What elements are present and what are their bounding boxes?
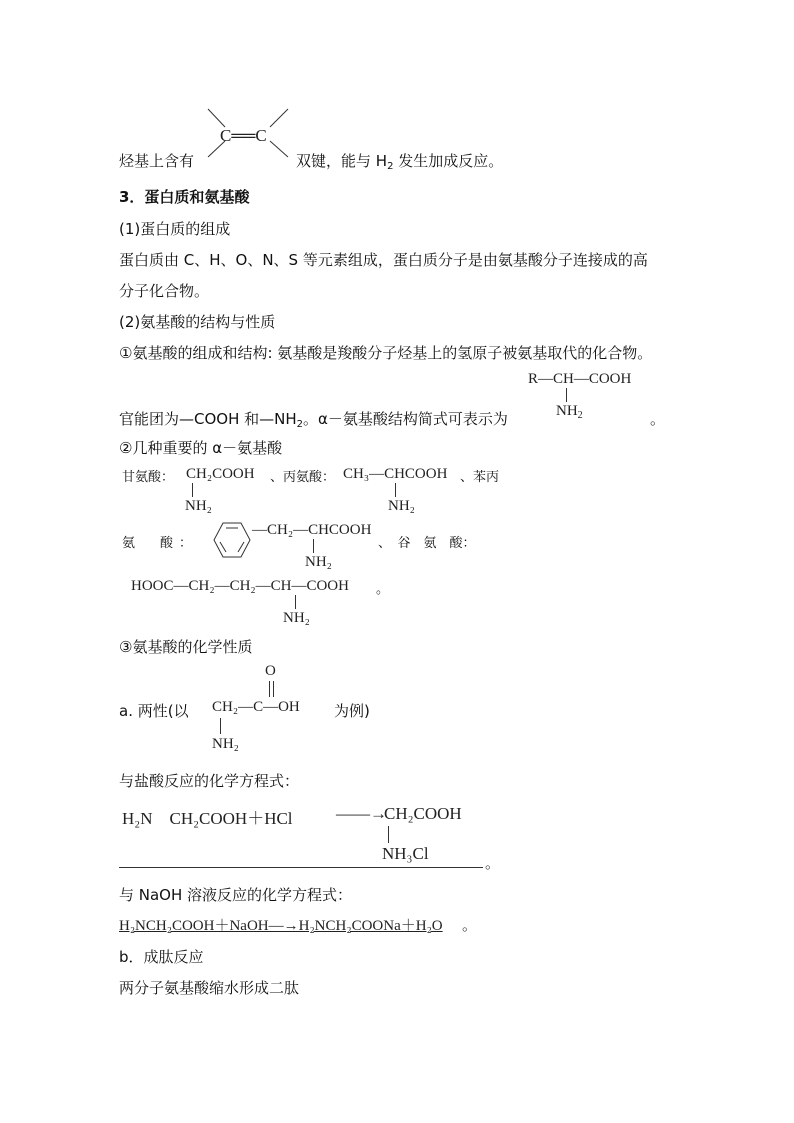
glycine-label: 甘氨酸： xyxy=(122,470,175,485)
amph-formula: CH₂—C—OH xyxy=(212,699,300,715)
amph-o: O xyxy=(265,663,276,679)
glu-nh2: NH₂ xyxy=(283,610,310,626)
hcl-left: H₂N CH₂COOH＋HCl xyxy=(122,809,293,828)
item3-title: ③氨基酸的化学性质 xyxy=(119,638,253,656)
amph-label: a. 两性(以 xyxy=(119,702,189,720)
sub1-text-line2: 分子化合物。 xyxy=(119,282,210,300)
hcl-right-bond xyxy=(388,826,389,843)
hcl-title: 与盐酸反应的化学方程式： xyxy=(119,772,300,790)
sub1-text-line1: 蛋白质由 C、H、O、N、S 等元素组成，蛋白质分子是由氨基酸分子连接成的高 xyxy=(119,251,648,269)
glycine-bond xyxy=(192,483,193,497)
peptide-title: b．成肽反应 xyxy=(119,948,204,966)
hcl-underline xyxy=(119,867,483,868)
intro-line-before: 烃基上含有 xyxy=(119,152,195,170)
benzene-ring-icon xyxy=(212,521,252,563)
glu-bond xyxy=(295,595,296,609)
glu-formula: HOOC—CH₂—CH₂—CH—COOH xyxy=(131,578,349,594)
glycine-formula: CH₂COOH xyxy=(186,466,255,482)
phe-nh2: NH₂ xyxy=(305,554,332,570)
glycine-nh2: NH₂ xyxy=(185,498,212,514)
alpha-formula-bond xyxy=(566,388,567,402)
section3-title: 3．蛋白质和氨基酸 xyxy=(119,188,250,206)
func-group-end: 。 xyxy=(650,410,666,428)
hcl-end: 。 xyxy=(485,854,501,872)
amph-double-bond-b xyxy=(273,681,274,697)
amph-nh2: NH₂ xyxy=(212,736,239,752)
alpha-formula-main: R—CH—COOH xyxy=(528,371,632,387)
naoh-title: 与 NaOH 溶液反应的化学方程式： xyxy=(119,886,353,904)
hcl-right: CH₂COOH xyxy=(384,804,462,823)
peptide-text: 两分子氨基酸缩水形成二肽 xyxy=(119,979,300,997)
naoh-equation: H₂NCH₂COOH＋NaOH—→H₂NCH₂COONa＋H₂O xyxy=(119,918,443,934)
alanine-bond xyxy=(395,483,396,497)
c-double-bond-label: C══C xyxy=(220,126,267,145)
intro-line-after: 双键，能与 $H_2$ 发生加成反应。 xyxy=(296,152,504,172)
alpha-formula-nh2: $NH_2$ xyxy=(556,403,583,421)
func-group-line: 官能团为—COOH 和$—NH_2$。α－氨基酸结构简式可表示为 xyxy=(119,410,508,430)
alanine-nh2: NH₂ xyxy=(388,498,415,514)
sub2-title: (2)氨基酸的结构与性质 xyxy=(119,313,276,331)
phe-label: 氨 酸： xyxy=(122,536,199,551)
hcl-right-sub: NH₃Cl xyxy=(382,844,429,863)
phe-sep: 、苯丙 xyxy=(460,470,500,485)
glu-end: 。 xyxy=(376,582,390,597)
amph-nh2-bond xyxy=(220,718,221,734)
amph-double-bond-a xyxy=(269,681,270,697)
item1-text: ①氨基酸的组成和结构: 氨基酸是羧酸分子烃基上的氢原子被氨基取代的化合物。 xyxy=(119,344,653,362)
naoh-end: 。 xyxy=(462,916,478,934)
sub1-title: (1)蛋白质的组成 xyxy=(119,220,231,238)
phe-formula: —CH₂—CHCOOH xyxy=(252,522,372,538)
benzene-ring-svg xyxy=(212,521,252,559)
glu-sep: 、 谷 氨 酸： xyxy=(378,536,476,551)
alanine-sep: 、丙氨酸： xyxy=(270,470,336,485)
item2-title: ②几种重要的 α－氨基酸 xyxy=(119,439,283,457)
phe-bond xyxy=(313,539,314,553)
alanine-formula: CH₃—CHCOOH xyxy=(343,466,448,482)
hcl-arrow: ——→ xyxy=(336,804,387,823)
amph-label-end: 为例) xyxy=(334,702,370,720)
